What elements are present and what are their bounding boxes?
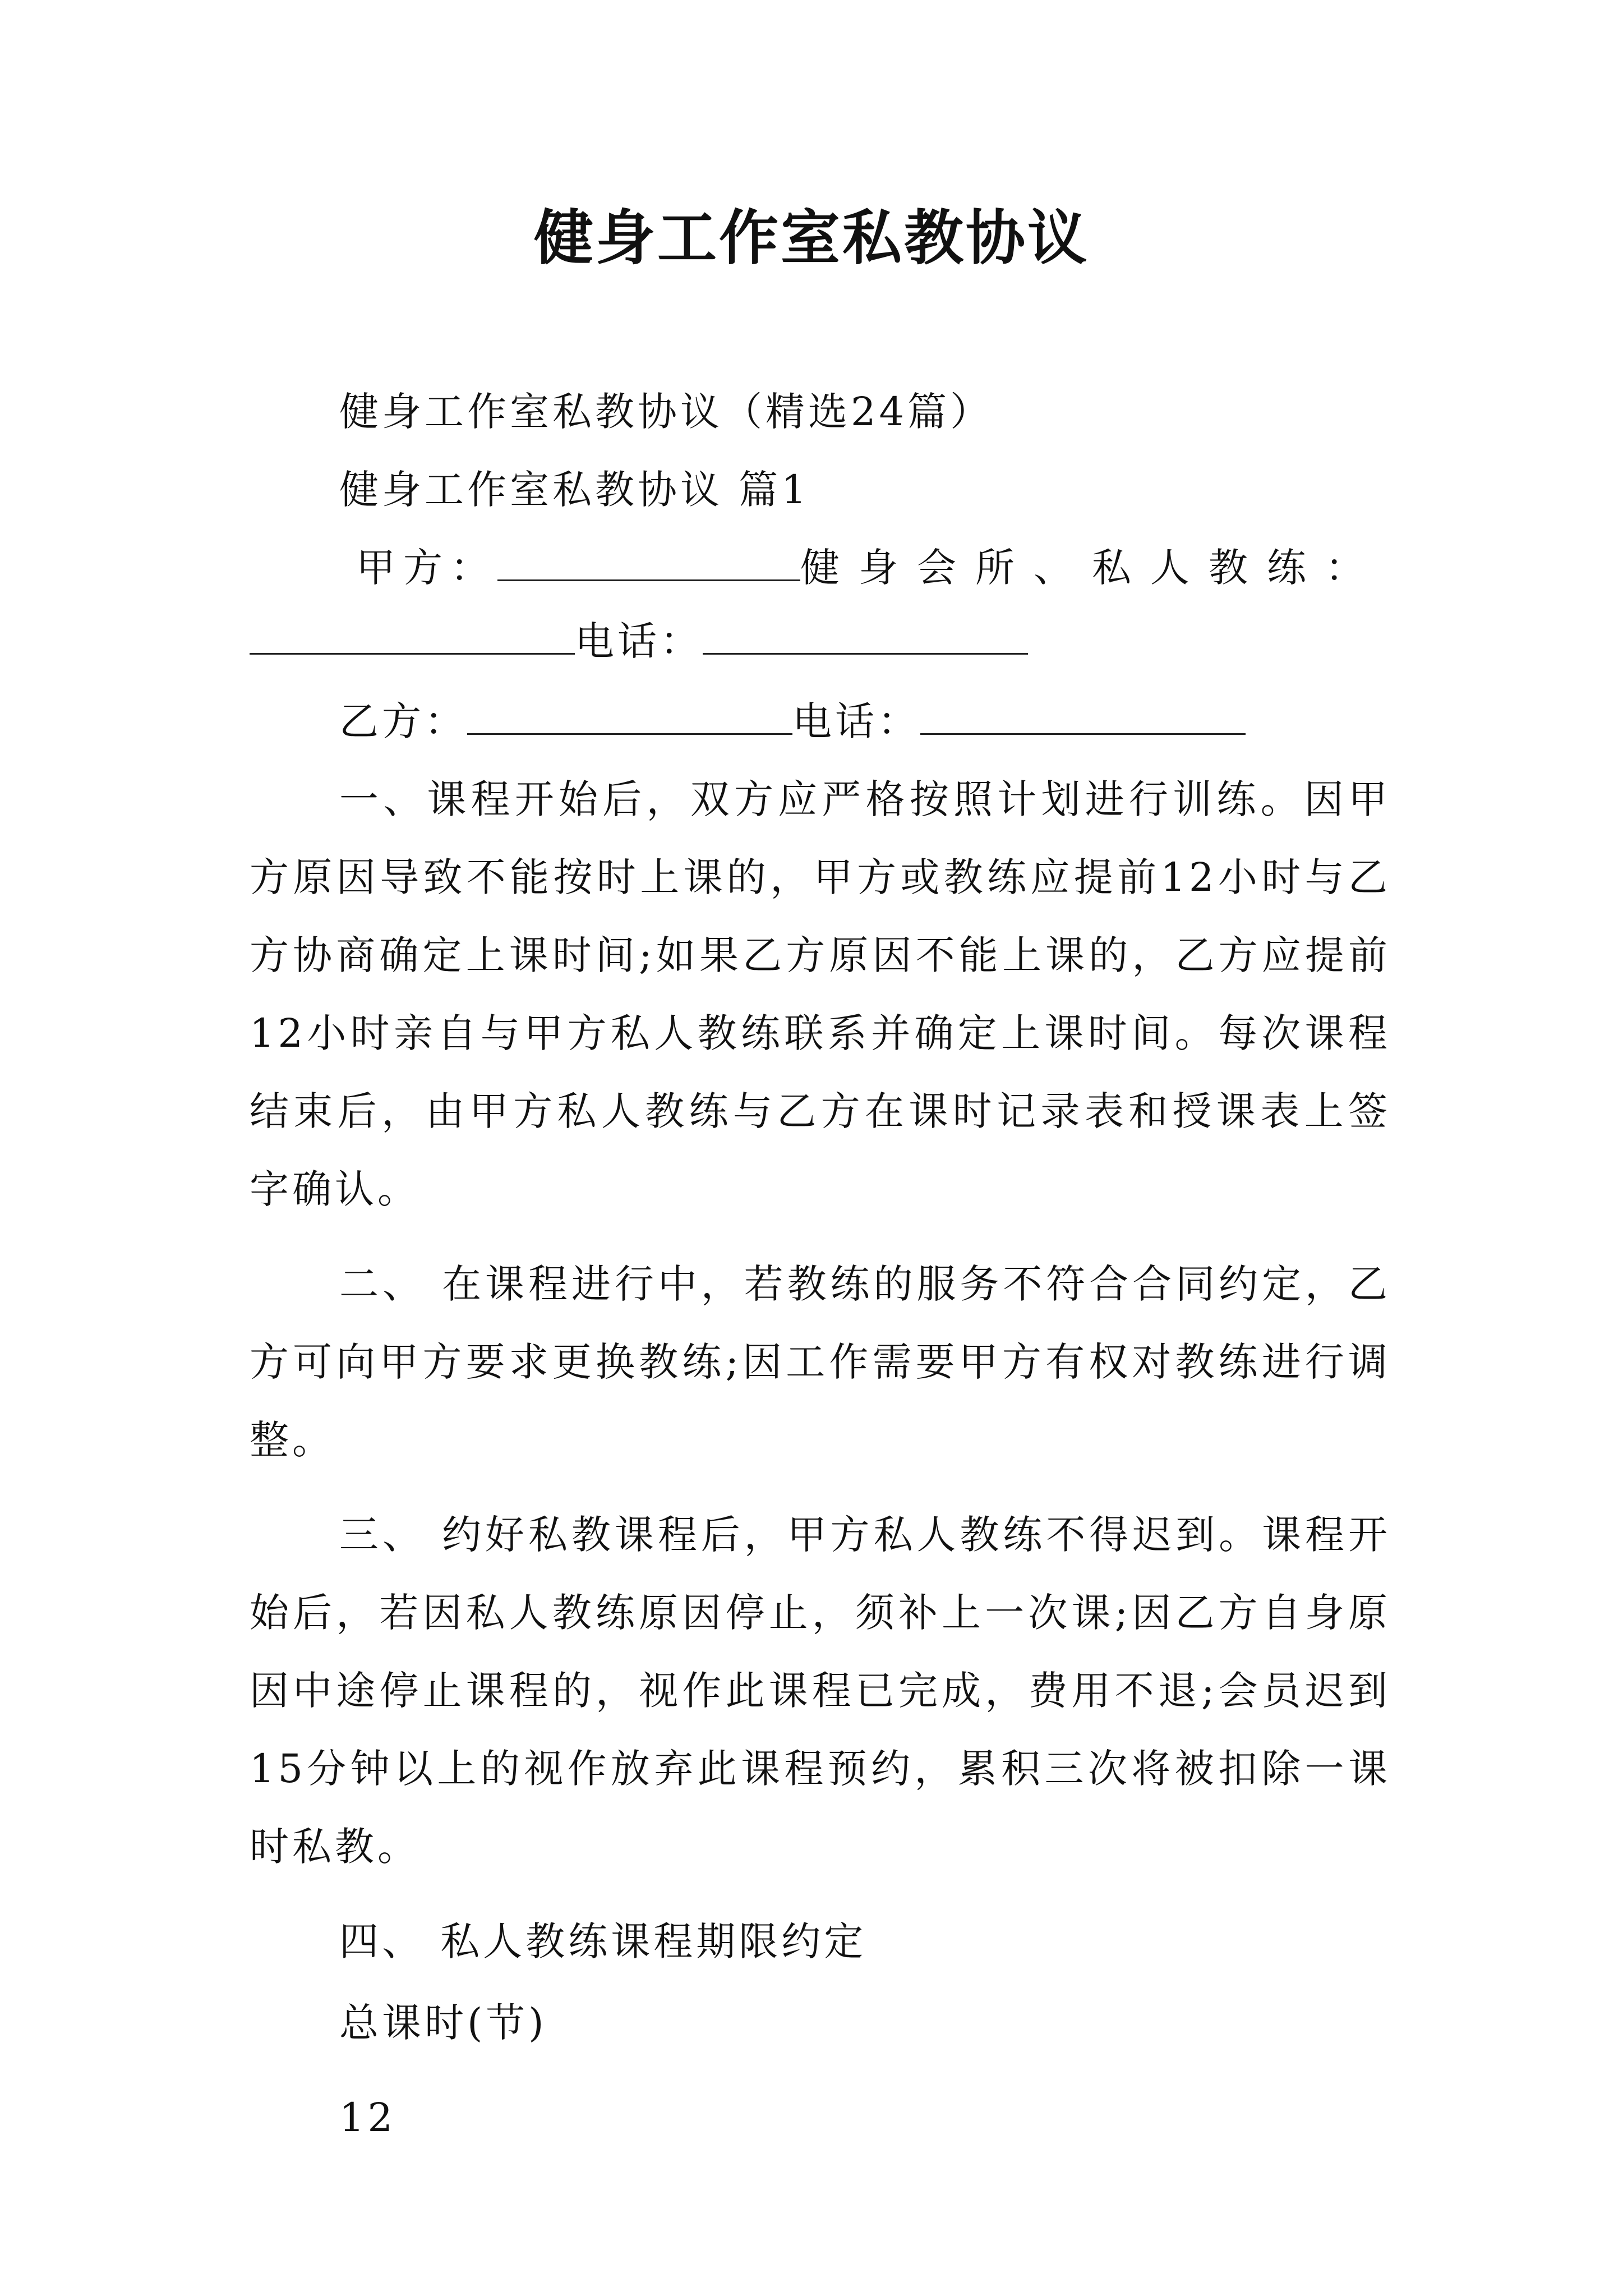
party-b-phone-blank — [920, 694, 1246, 735]
party-a-name-blank — [497, 540, 800, 581]
clause-1: 一、课程开始后，双方应严格按照计划进行训练。因甲方原因导致不能按时上课的，甲方或教练应提前12小时与乙方协商确定上课时间;如果乙方原因不能上课的，乙方应提前12小时亲自与甲方私人教练联系并确定上课时间。每次课程结束后，由甲方私人教练与乙方在课时记录表和授课表上签字确认。 — [250, 776, 1391, 1212]
total-hours-value: 12 — [339, 2095, 396, 2141]
party-b-name-blank — [467, 694, 792, 735]
document-body — [250, 373, 1391, 2157]
party-a-club-label: 健身会所、私人教练： — [800, 545, 1384, 591]
clause-4-heading: 四、 私人教练课程期限约定 — [339, 1918, 867, 1964]
section-heading: 健身工作室私教协议 篇1 — [339, 467, 810, 513]
party-b-label: 乙方： — [339, 698, 467, 744]
total-hours-label: 总课时(节) — [339, 2000, 547, 2046]
clause-3: 三、 约好私教课程后，甲方私人教练不得迟到。课程开始后，若因私人教练原因停止，须补上一次课;因乙方自身原因中途停止课程的，视作此课程已完成，费用不退;会员迟到15分钟以上的视作放弃此课程预约，累积三次将被扣除一课时私教。 — [250, 1512, 1391, 1870]
document-title: 健身工作室私教协议 — [534, 204, 1089, 273]
party-a-line — [250, 529, 1391, 680]
party-a-phone-label: 电话： — [575, 618, 703, 664]
party-a-phone-blank — [703, 614, 1028, 655]
clause-2: 二、 在课程进行中，若教练的服务不符合合同约定，乙方可向甲方要求更换教练;因工作需要甲方有权对教练进行调整。 — [250, 1261, 1391, 1463]
party-b-phone-label: 电话： — [792, 698, 920, 744]
document-subtitle: 健身工作室私教协议（精选24篇） — [339, 389, 993, 435]
party-a-coach-blank — [250, 614, 575, 655]
party-a-label: 甲方： — [356, 545, 497, 591]
party-b-line — [250, 683, 1391, 761]
